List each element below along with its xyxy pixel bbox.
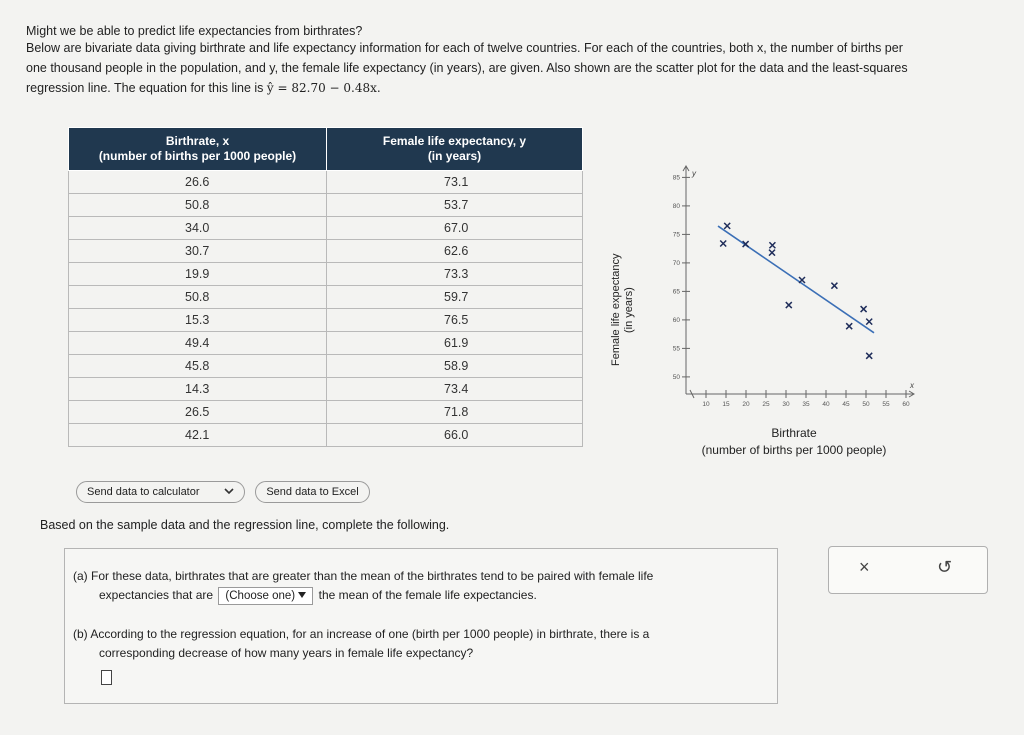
send-to-excel-label: Send data to Excel	[266, 486, 359, 498]
y-axis-label-line2: (in years)	[623, 287, 635, 333]
birthrate-cell: 42.1	[69, 424, 327, 447]
question-a-line2-wrap	[73, 586, 537, 605]
x-tick-label: 10	[702, 401, 710, 408]
choose-one-dropdown[interactable]	[218, 587, 313, 605]
data-point	[786, 302, 792, 308]
send-to-calculator-label: Send data to calculator	[87, 486, 200, 498]
x-tick-label: 20	[742, 401, 750, 408]
life-expectancy-cell: 71.8	[327, 401, 583, 424]
x-tick-label: 40	[822, 401, 830, 408]
life-expectancy-cell: 61.9	[327, 332, 583, 355]
table-row	[69, 309, 583, 332]
data-point	[866, 319, 872, 325]
data-point	[861, 306, 867, 312]
clear-button[interactable]: ×	[859, 557, 870, 577]
answer-input[interactable]	[101, 670, 112, 685]
regression-equation: ŷ = 82.70 − 0.48x.	[266, 81, 381, 95]
x-tick-label: 35	[802, 401, 810, 408]
question-a	[73, 567, 763, 605]
table-row	[69, 424, 583, 447]
y-tick-label: 50	[672, 373, 680, 381]
table-row	[69, 217, 583, 240]
intro-paragraph-line3: regression line. The equation for this line is	[26, 81, 264, 95]
life-expectancy-cell: 62.6	[327, 240, 583, 263]
life-expectancy-cell: 58.9	[327, 355, 583, 378]
birthrate-cell: 19.9	[69, 263, 327, 286]
question-b-line2: corresponding decrease of how many years in female life expectancy?	[99, 646, 474, 660]
y-axis-label-line1: Female life expectancy	[610, 253, 622, 367]
birthrate-cell: 45.8	[69, 355, 327, 378]
x-axis-letter: x	[910, 381, 914, 390]
table-row	[69, 355, 583, 378]
life-expectancy-cell: 53.7	[327, 194, 583, 217]
question-b-line1-wrap	[73, 625, 763, 644]
y-axis-letter: y	[692, 169, 696, 178]
birthrate-cell: 49.4	[69, 332, 327, 355]
header-birthrate	[69, 128, 327, 171]
send-to-calculator-button[interactable]	[76, 481, 245, 503]
data-table	[68, 127, 583, 447]
scatter-plot	[660, 160, 920, 416]
data-point	[769, 242, 775, 248]
data-point	[720, 241, 726, 247]
y-tick-label: 55	[672, 345, 680, 353]
x-tick-label: 60	[902, 401, 910, 408]
intro-paragraph-line3-wrap	[26, 78, 1016, 98]
answer-tools	[828, 546, 988, 594]
table-row	[69, 332, 583, 355]
x-tick-label: 30	[782, 401, 790, 408]
question-panel	[64, 548, 778, 704]
intro-question: Might we be able to predict life expectancies from birthrates?	[26, 24, 363, 38]
header-life-line1: Female life expectancy, y	[382, 134, 527, 148]
life-expectancy-cell: 76.5	[327, 309, 583, 332]
birthrate-cell: 30.7	[69, 240, 327, 263]
table-row	[69, 263, 583, 286]
question-a-line1: For these data, birthrates that are greater than the mean of the birthrates tend to be paired with female life	[91, 569, 654, 583]
header-birthrate-line1: Birthrate, x	[165, 134, 230, 148]
question-a-line1-wrap	[73, 567, 763, 586]
data-point	[846, 323, 852, 329]
x-tick-label: 15	[722, 401, 730, 408]
question-a-label: (a)	[73, 569, 88, 583]
birthrate-cell: 15.3	[69, 309, 327, 332]
question-a-line2-before: expectancies that are	[99, 588, 214, 602]
y-tick-label: 65	[672, 288, 680, 296]
send-to-excel-button[interactable]	[255, 481, 370, 503]
birthrate-cell: 14.3	[69, 378, 327, 401]
birthrate-cell: 26.6	[69, 171, 327, 194]
life-expectancy-cell: 73.4	[327, 378, 583, 401]
x-tick-label: 25	[762, 401, 770, 408]
birthrate-cell: 50.8	[69, 194, 327, 217]
header-life-line2: (in years)	[427, 149, 482, 163]
intro-paragraph-line2: one thousand people in the population, and y, the female life expectancy (in years), are given. Also shown are the scatter plot for the data and the least-squares	[26, 61, 908, 75]
table-row	[69, 378, 583, 401]
data-point	[866, 353, 872, 359]
x-tick-label: 45	[842, 401, 850, 408]
y-tick-label: 75	[672, 231, 680, 239]
birthrate-cell: 26.5	[69, 401, 327, 424]
x-axis-label-line2: (number of births per 1000 people)	[701, 443, 887, 457]
x-tick-label: 50	[862, 401, 870, 408]
life-expectancy-cell: 67.0	[327, 217, 583, 240]
y-tick-label: 60	[672, 316, 680, 324]
life-expectancy-cell: 59.7	[327, 286, 583, 309]
intro-paragraph-line1: Below are bivariate data giving birthrate and life expectancy information for each of twelve countries. For each of the countries, both x, the number of births per	[26, 41, 903, 55]
instructions-text: Based on the sample data and the regression line, complete the following.	[40, 518, 450, 532]
birthrate-cell: 34.0	[69, 217, 327, 240]
life-expectancy-cell: 66.0	[327, 424, 583, 447]
data-point	[799, 277, 805, 283]
y-tick-label: 80	[672, 202, 680, 210]
table-body	[69, 171, 583, 447]
header-birthrate-line2: (number of births per 1000 people)	[98, 149, 297, 163]
chevron-down-icon	[224, 486, 234, 498]
question-b	[73, 625, 763, 663]
table-row	[69, 194, 583, 217]
x-axis-label-line1: Birthrate	[771, 426, 817, 440]
regression-line	[718, 226, 874, 333]
dropdown-arrow-icon	[298, 590, 306, 602]
data-point	[831, 283, 837, 289]
question-a-line2-after: the mean of the female life expectancies.	[318, 588, 537, 602]
table-row	[69, 286, 583, 309]
life-expectancy-cell: 73.3	[327, 263, 583, 286]
question-b-line1: According to the regression equation, for an increase of one (birth per 1000 people) in birthrate, there is a	[90, 627, 650, 641]
data-point	[769, 250, 775, 256]
y-tick-label: 85	[672, 174, 680, 182]
table-row	[69, 171, 583, 194]
header-life-expectancy	[327, 128, 583, 171]
y-tick-label: 70	[672, 259, 680, 267]
x-tick-label: 55	[882, 401, 890, 408]
table-row	[69, 240, 583, 263]
question-b-label: (b)	[73, 627, 88, 641]
intro-paragraph	[26, 38, 1016, 98]
life-expectancy-cell: 73.1	[327, 171, 583, 194]
undo-button[interactable]: ↺	[937, 557, 953, 577]
birthrate-cell: 50.8	[69, 286, 327, 309]
table-row	[69, 401, 583, 424]
x-axis-label	[686, 425, 902, 459]
data-point	[724, 223, 730, 229]
choose-one-value: (Choose one)	[225, 590, 296, 602]
